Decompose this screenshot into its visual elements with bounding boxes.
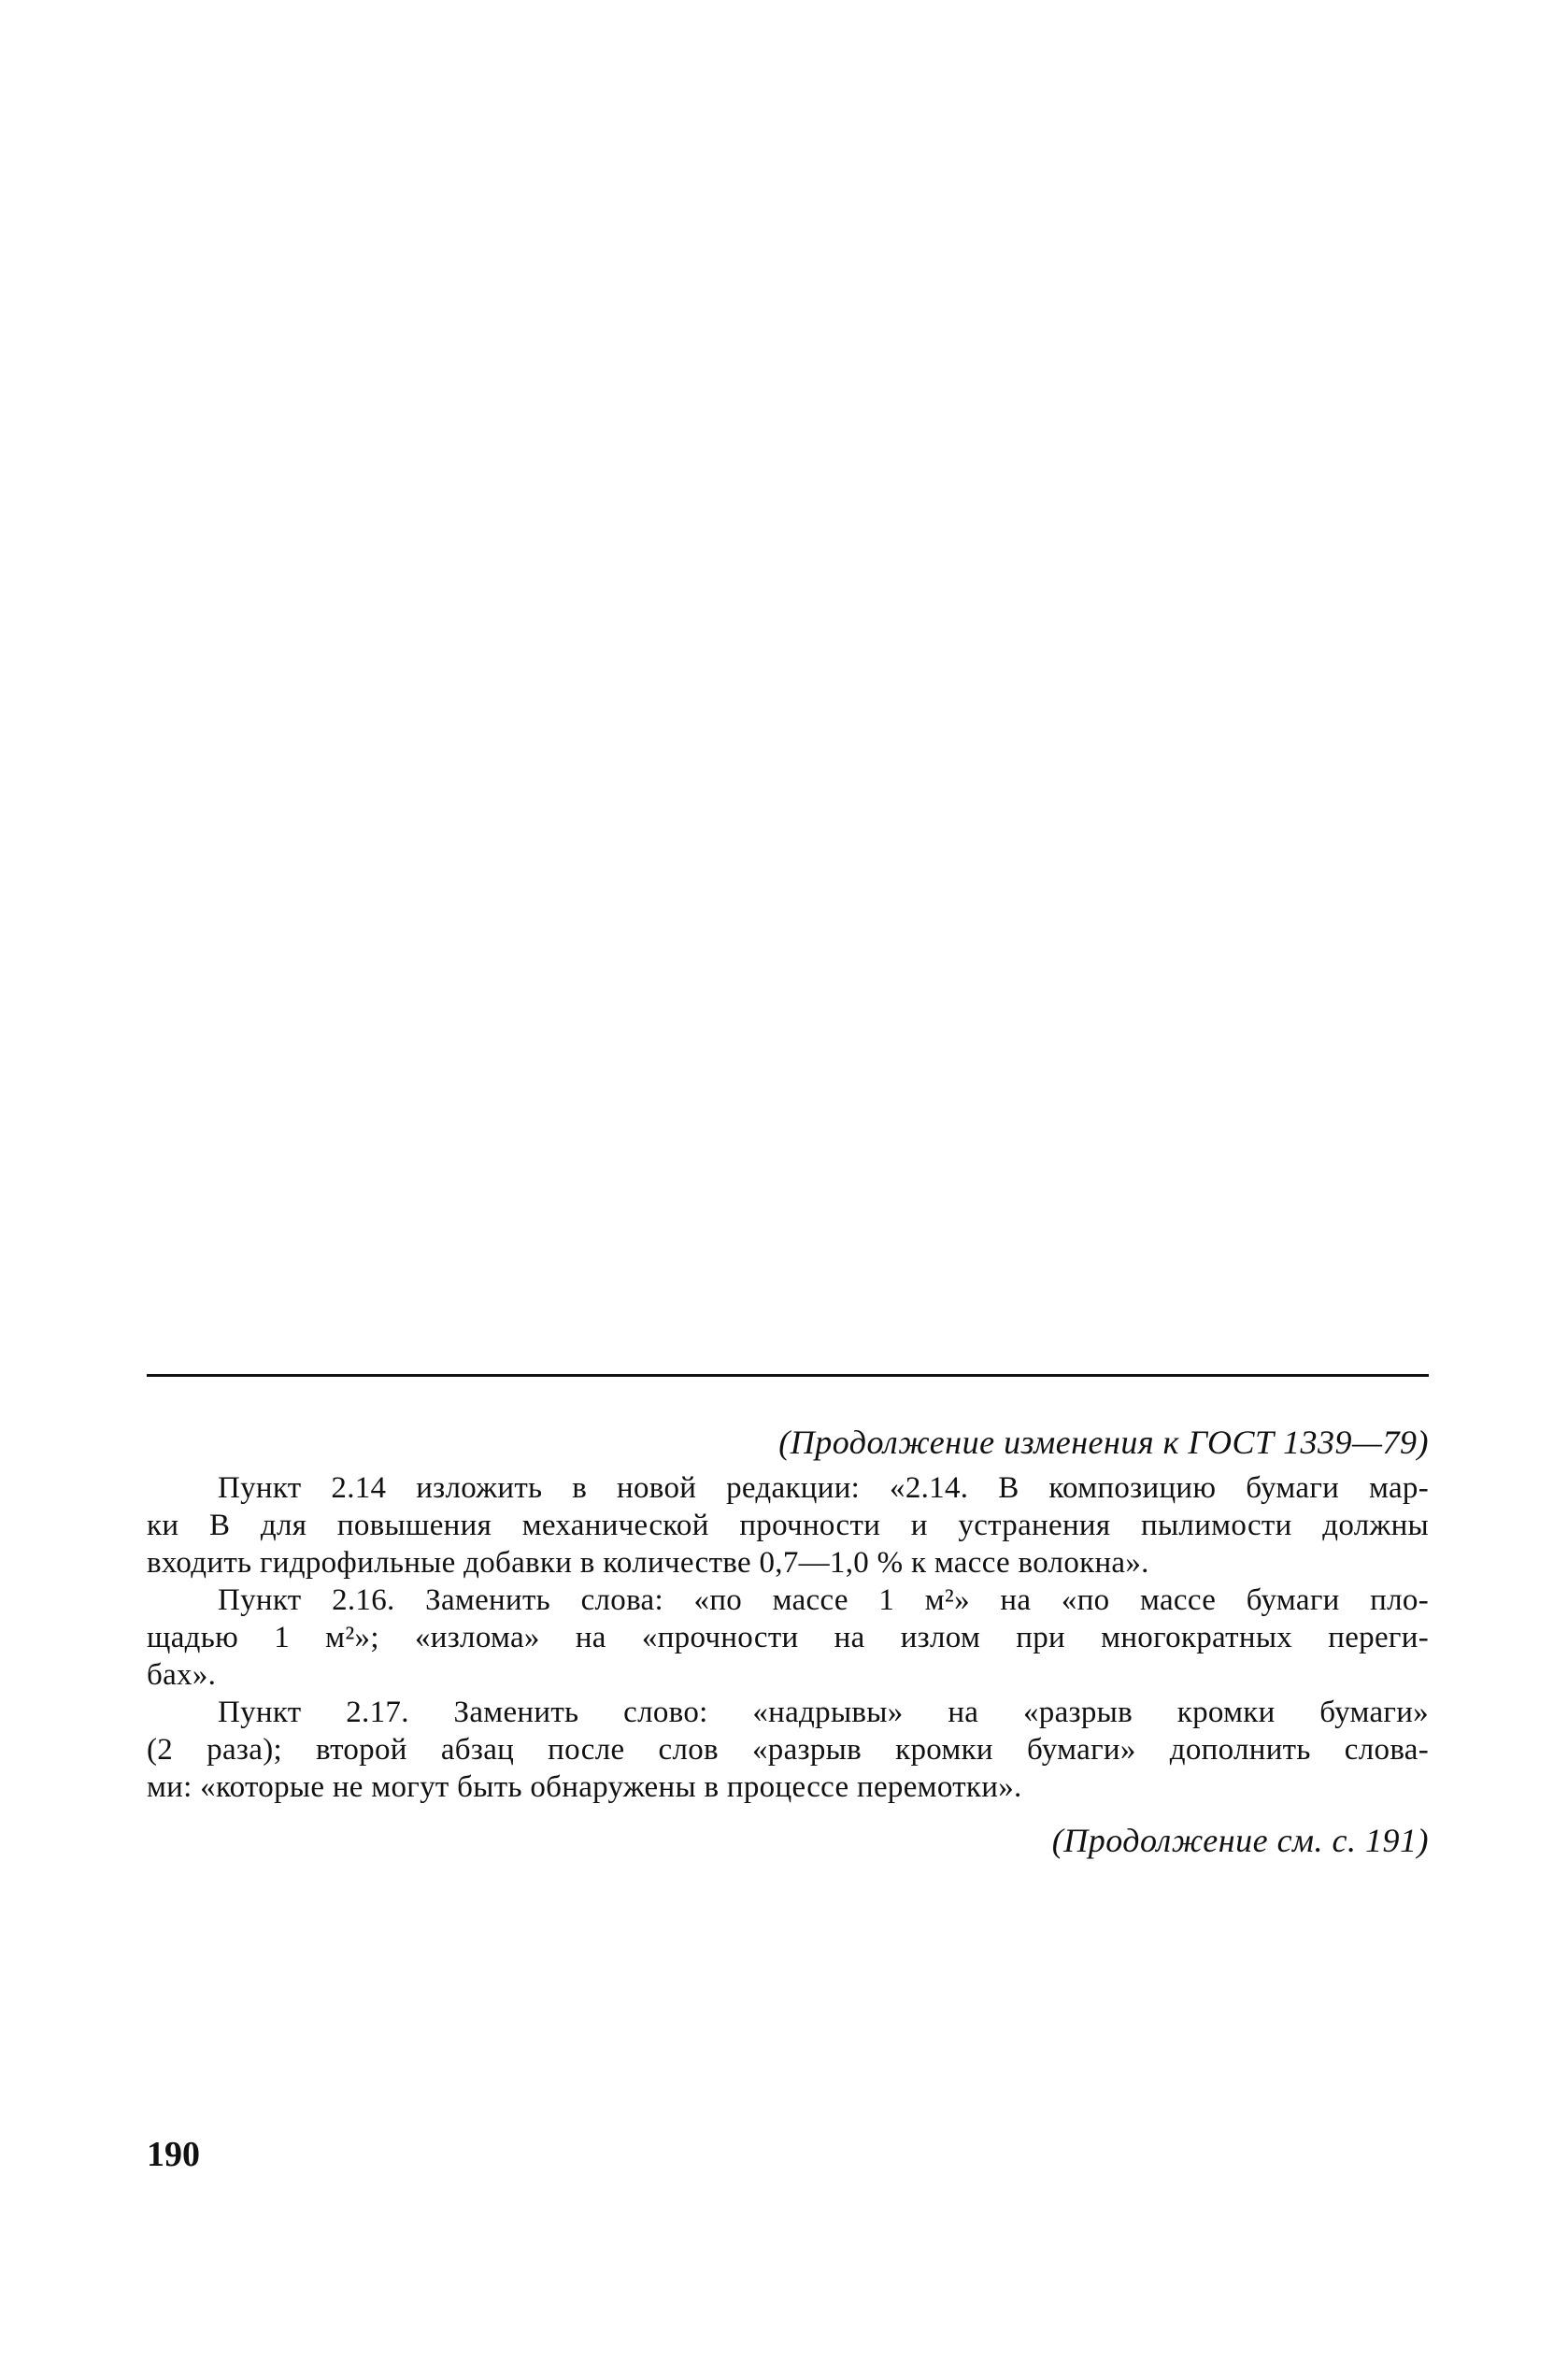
paragraph-line: Пункт 2.14 изложить в новой редакции: «2.14. В композицию бумаги мар- xyxy=(218,1471,1429,1505)
paragraph-line: (2 раза); второй абзац после слов «разрыв кромки бумаги» дополнить слова- xyxy=(147,1733,1429,1767)
horizontal-rule xyxy=(147,1374,1429,1377)
paragraph-line: Пункт 2.17. Заменить слово: «надрывы» на «разрыв кромки бумаги» xyxy=(218,1696,1429,1729)
paragraph-line: Пункт 2.16. Заменить слова: «по массе 1 м²» на «по массе бумаги пло- xyxy=(218,1583,1429,1617)
paragraph-line: бах». xyxy=(147,1658,217,1692)
paragraph-line: щадью 1 м²»; «излома» на «прочности на излом при многократных переги- xyxy=(147,1621,1429,1654)
page-number: 190 xyxy=(147,2135,200,2174)
continuation-footer: (Продолжение см. с. 191) xyxy=(1051,1822,1429,1859)
continuation-header: (Продолжение изменения к ГОСТ 1339—79) xyxy=(778,1424,1429,1461)
amendment-block xyxy=(147,1419,1429,1864)
paragraph-2-14 xyxy=(147,1469,1429,1582)
paragraph-line: входить гидрофильные добавки в количестве 0,7—1,0 % к массе волокна». xyxy=(147,1546,1149,1580)
paragraph-line: ки В для повышения механической прочности и устранения пылимости должны xyxy=(147,1509,1429,1542)
paragraph-line: ми: «которые не могут быть обнаружены в процессе перемотки». xyxy=(147,1770,1022,1804)
paragraph-2-16 xyxy=(147,1582,1429,1694)
paragraph-2-17 xyxy=(147,1694,1429,1806)
